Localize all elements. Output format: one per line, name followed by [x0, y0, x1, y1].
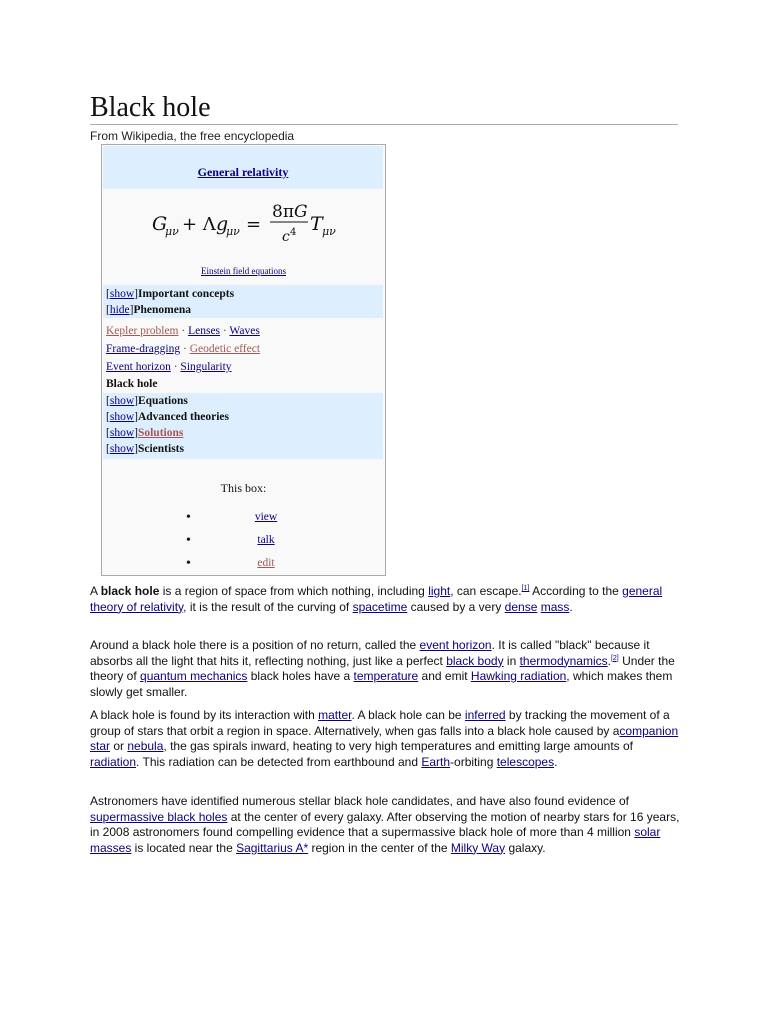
svg-text:T: T — [310, 213, 323, 235]
svg-text:μν: μν — [226, 225, 240, 238]
important-concepts-label: Important concepts — [137, 288, 235, 300]
black-hole-current: Black hole — [106, 378, 158, 390]
text: at the center of every galaxy. After observing the motion of nearby stars for 16 years, in 2008 astronomers found compelling evidence that a supermassive black hole of more than 4 million — [90, 809, 680, 839]
solutions-row: [show]Solutions — [106, 427, 184, 439]
phenomena-row: [hide]Phenomena — [106, 304, 191, 316]
light-link[interactable]: light — [428, 584, 451, 598]
scientists-row: [show]Scientists — [106, 443, 184, 455]
talk-link[interactable]: talk — [257, 534, 275, 546]
equations-label: Equations — [137, 395, 188, 407]
frame-dragging-link[interactable]: Frame-dragging — [106, 343, 181, 355]
reference-2-link[interactable]: [2] — [610, 654, 619, 662]
separator: · — [182, 343, 187, 355]
bullet: • — [186, 510, 191, 525]
matter-link[interactable]: matter — [318, 708, 352, 722]
text: Around a black hole there is a position of no return, called the — [90, 638, 420, 652]
nebula-link[interactable]: nebula — [127, 739, 164, 753]
kepler-problem-link[interactable]: Kepler problem — [106, 325, 179, 337]
temperature-link[interactable]: temperature — [353, 669, 419, 683]
svg-text:c: c — [282, 229, 290, 245]
important-concepts-row: [show]Important concepts — [106, 288, 235, 300]
separator: · — [173, 361, 178, 373]
infobox — [101, 144, 386, 576]
hide-phenomena-link[interactable]: hide — [109, 304, 130, 316]
text: , the gas spirals inward, heating to very high temperatures and emitting large amounts of — [163, 739, 633, 753]
inferred-link[interactable]: inferred — [464, 708, 506, 722]
scientists-label: Scientists — [137, 443, 184, 455]
text: Under the theory of — [90, 653, 675, 683]
text: According to the — [529, 584, 623, 598]
view-link[interactable]: view — [254, 511, 278, 523]
text: or — [110, 739, 128, 753]
sagittarius-a-star-link[interactable]: Sagittarius A* — [236, 840, 309, 855]
text: , can escape. — [450, 584, 522, 598]
text: galaxy. — [505, 840, 546, 855]
text: . — [554, 754, 558, 769]
title-divider — [90, 124, 678, 125]
text: Astronomers have identified numerous stellar black hole candidates, and have also found evidence of — [90, 794, 629, 808]
text: black holes have a — [247, 669, 354, 683]
text: caused by a very — [407, 599, 505, 614]
text: . It is called "black" because it absorbs all the light that hits it, reflecting nothing, just like a perfect — [90, 638, 650, 668]
einstein-field-equation — [102, 193, 385, 273]
solutions-link[interactable]: Solutions — [137, 427, 184, 439]
advanced-theories-label: Advanced theories — [137, 411, 230, 423]
text: is located near the — [131, 840, 237, 855]
bullet: • — [186, 556, 191, 571]
phenomena-line-2 — [106, 340, 382, 358]
paragraph-event-horizon — [90, 638, 680, 700]
page-subtitle: From Wikipedia, the free encyclopedia — [90, 129, 295, 143]
advanced-theories-row: [show]Advanced theories — [106, 411, 230, 423]
svg-text:4: 4 — [290, 227, 297, 238]
paragraph-supermassive — [90, 794, 680, 856]
black-body-link[interactable]: black body — [446, 653, 504, 668]
show-important-concepts-link[interactable]: show — [109, 288, 135, 300]
paragraph-intro — [90, 584, 680, 615]
telescopes-link[interactable]: telescopes — [496, 754, 555, 769]
phenomena-line-1 — [106, 322, 382, 340]
infobox-header — [103, 146, 383, 189]
text: and emit — [418, 669, 471, 683]
text: A black hole is found by its interaction with — [90, 708, 319, 722]
supermassive-black-holes-link[interactable]: supermassive black holes — [90, 809, 228, 824]
page-title: Black hole — [90, 92, 211, 123]
edit-link[interactable]: edit — [257, 557, 275, 569]
text: . — [607, 653, 611, 668]
event-horizon-link[interactable]: event horizon — [419, 638, 492, 652]
radiation-link[interactable]: radiation — [90, 754, 137, 769]
event-horizon-link[interactable]: Event horizon — [106, 361, 171, 373]
equations-row: [show]Equations — [106, 395, 188, 407]
dense-link[interactable]: dense — [504, 599, 538, 614]
text: , it is the result of the curving of — [183, 599, 353, 614]
text: by tracking the movement of a group of stars that orbit a region in space. Alternatively, when gas falls into a black hole caused by a — [90, 708, 670, 738]
text: region in the center of the — [308, 840, 451, 855]
svg-text:=: = — [246, 214, 262, 235]
text: in — [503, 653, 520, 668]
thermodynamics-link[interactable]: thermodynamics — [519, 653, 608, 668]
solar-masses-link[interactable]: solar masses — [90, 825, 661, 855]
text: . This radiation can be detected from earthbound and — [136, 754, 422, 769]
show-scientists-link[interactable]: show — [109, 443, 135, 455]
general-theory-of-relativity-link[interactable]: general theory of relativity — [90, 584, 663, 614]
svg-text:μν: μν — [165, 225, 179, 238]
milky-way-link[interactable]: Milky Way — [450, 840, 506, 855]
svg-text:g: g — [216, 213, 229, 235]
einstein-field-equations-link[interactable]: Einstein field equations — [201, 266, 286, 276]
lenses-link[interactable]: Lenses — [188, 325, 221, 337]
text: -orbiting — [450, 754, 497, 769]
text: , which makes them slowly get smaller. — [90, 669, 673, 699]
waves-link[interactable]: Waves — [229, 325, 260, 337]
geodetic-effect-link[interactable]: Geodetic effect — [189, 343, 261, 355]
separator: · — [222, 325, 227, 337]
general-relativity-link[interactable]: General relativity — [197, 165, 289, 179]
formula-caption — [102, 265, 385, 277]
earth-link[interactable]: Earth — [421, 754, 451, 769]
quantum-mechanics-link[interactable]: quantum mechanics — [140, 669, 248, 683]
this-box-label: This box: — [220, 481, 267, 495]
svg-text:G: G — [152, 213, 168, 235]
singularity-link[interactable]: Singularity — [180, 361, 232, 373]
companion-star-link[interactable]: companion star — [90, 723, 679, 753]
text: is a region of space from which nothing, including — [159, 584, 429, 598]
text: . — [569, 599, 573, 614]
show-advanced-theories-link[interactable]: show — [109, 411, 135, 423]
svg-text:8πG: 8πG — [272, 202, 308, 222]
spacetime-link[interactable]: spacetime — [352, 599, 408, 614]
reference-1-link[interactable]: [1] — [521, 585, 530, 592]
hawking-radiation-link[interactable]: Hawking radiation — [470, 669, 567, 683]
paragraph-detection — [90, 708, 680, 770]
svg-text:μν: μν — [322, 225, 336, 238]
phenomena-label: Phenomena — [133, 304, 191, 316]
show-equations-link[interactable]: show — [109, 395, 135, 407]
show-solutions-link[interactable]: show — [109, 427, 135, 439]
text: . A black hole can be — [351, 708, 465, 722]
separator: · — [181, 325, 186, 337]
mass-link[interactable]: mass — [540, 599, 570, 614]
svg-text:+ Λ: + Λ — [182, 214, 216, 235]
text: A — [90, 584, 101, 598]
bold-term: black hole — [100, 584, 160, 598]
phenomena-line-3 — [106, 358, 382, 376]
bullet: • — [186, 533, 191, 548]
